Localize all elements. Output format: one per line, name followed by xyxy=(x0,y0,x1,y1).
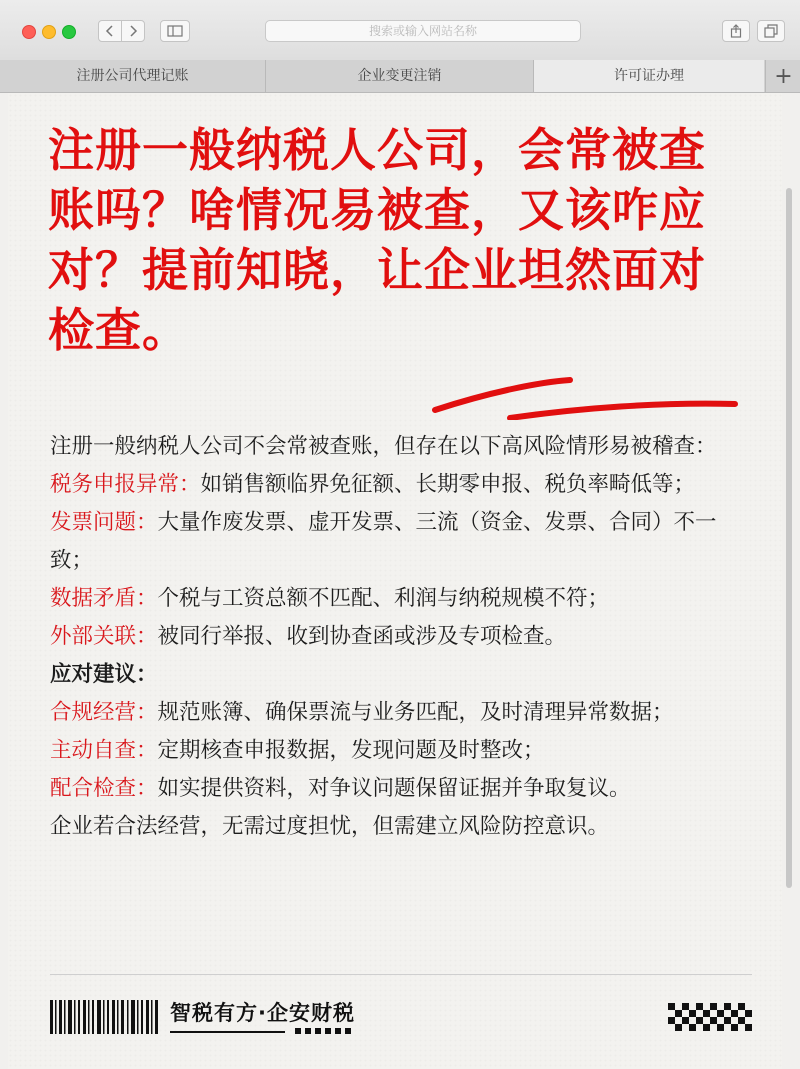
tab-bar xyxy=(0,60,800,93)
scrollbar[interactable] xyxy=(786,188,792,888)
checkerboard-icon xyxy=(668,1003,752,1031)
advice-text: 如实提供资料，对争议问题保留证据并争取复议。 xyxy=(157,776,631,801)
article-body xyxy=(50,428,750,846)
back-button[interactable] xyxy=(98,20,122,42)
risk-label: 数据矛盾： xyxy=(50,586,158,611)
risk-item xyxy=(50,504,750,580)
new-tab-button[interactable]: + xyxy=(765,60,800,92)
intro-text: 注册一般纳税人公司不会常被查账，但存在以下高风险情形易被稽查： xyxy=(50,434,717,459)
risk-item xyxy=(50,580,750,618)
risk-text: 如销售额临界免征额、长期零申报、税负率畸低等； xyxy=(200,472,696,497)
tab-company-registration[interactable]: 注册公司代理记账 xyxy=(0,60,266,92)
title-bar xyxy=(0,0,800,61)
share-icon xyxy=(730,24,742,38)
risk-item xyxy=(50,466,750,504)
chevron-right-icon xyxy=(128,25,138,37)
advice-heading: 应对建议： xyxy=(50,662,158,687)
advice-item xyxy=(50,770,750,808)
sidebar-icon xyxy=(167,25,183,37)
dots-decoration xyxy=(295,1028,385,1036)
tab-overview-button[interactable] xyxy=(757,20,785,42)
risk-label: 税务申报异常： xyxy=(50,472,201,497)
share-button[interactable] xyxy=(722,20,750,42)
footer-divider xyxy=(50,974,752,975)
zoom-window-button[interactable] xyxy=(62,25,76,39)
advice-text: 定期核查申报数据，发现问题及时整改； xyxy=(157,738,545,763)
conclusion-text: 企业若合法经营，无需过度担忧，但需建立风险防控意识。 xyxy=(50,814,610,839)
risk-text: 个税与工资总额不匹配、利润与纳税规模不符； xyxy=(157,586,610,611)
advice-label: 主动自查： xyxy=(50,738,158,763)
risk-text: 被同行举报、收到协查函或涉及专项检查。 xyxy=(157,624,567,649)
address-bar[interactable]: 搜索或输入网站名称 xyxy=(265,20,581,42)
advice-text: 规范账簿、确保票流与业务匹配，及时清理异常数据； xyxy=(157,700,674,725)
barcode-icon xyxy=(50,1000,158,1034)
advice-item xyxy=(50,732,750,770)
risk-label: 外部关联： xyxy=(50,624,158,649)
risk-item xyxy=(50,618,750,656)
close-window-button[interactable] xyxy=(22,25,36,39)
advice-label: 合规经营： xyxy=(50,700,158,725)
risk-label: 发票问题： xyxy=(50,510,158,535)
risk-text: 大量作废发票、虚开发票、三流（资金、发票、合同）不一致； xyxy=(50,510,717,573)
forward-button[interactable] xyxy=(121,20,145,42)
brand-name: 智税有方·企安财税 xyxy=(170,1001,355,1025)
brand-underline xyxy=(170,1031,285,1033)
tabs-icon xyxy=(764,24,778,38)
tab-enterprise-change[interactable]: 企业变更注销 xyxy=(266,60,534,92)
chevron-left-icon xyxy=(105,25,115,37)
headline: 注册一般纳税人公司，会常被查账吗？啥情况易被查，又该咋应对？提前知晓，让企业坦然面对检查。 xyxy=(48,123,706,357)
sidebar-toggle-button[interactable] xyxy=(160,20,190,42)
minimize-window-button[interactable] xyxy=(42,25,56,39)
advice-item xyxy=(50,694,750,732)
tab-license[interactable]: 许可证办理 xyxy=(534,60,764,92)
advice-label: 配合检查： xyxy=(50,776,158,801)
red-brush-underline xyxy=(430,370,750,420)
